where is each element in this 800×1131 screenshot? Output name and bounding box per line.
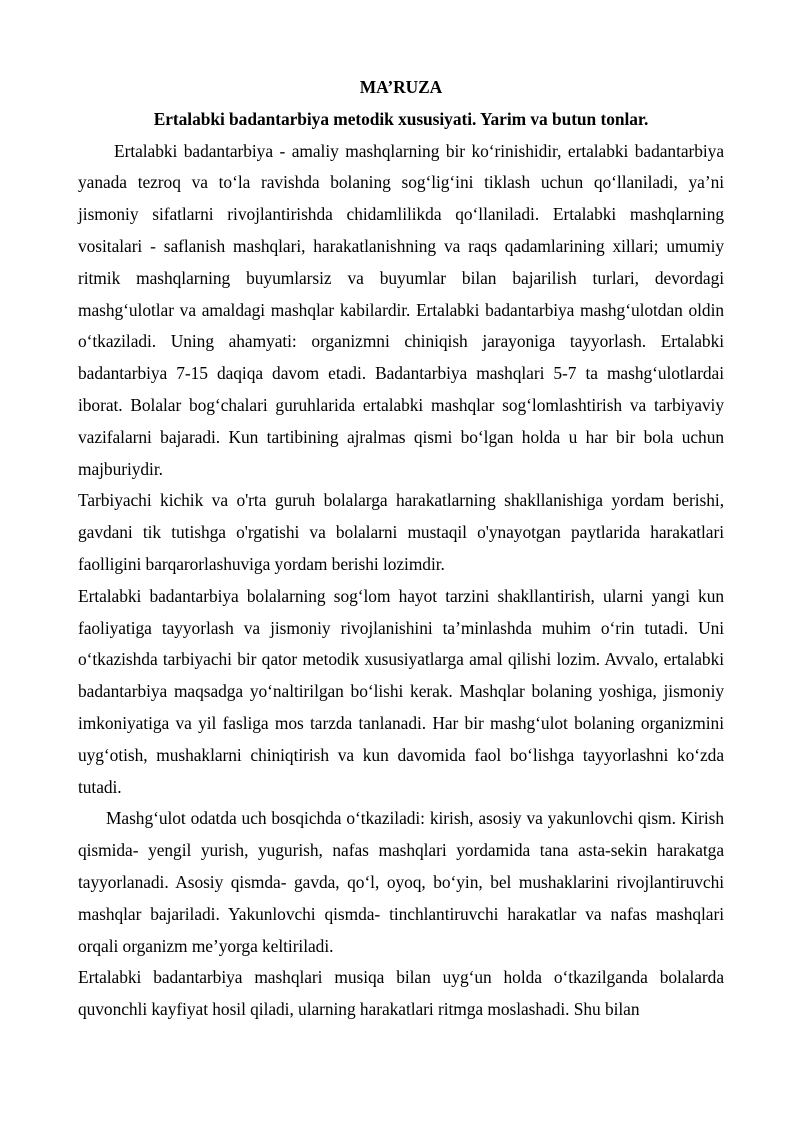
document-subtitle: Ertalabki badantarbiya metodik xususiyati. Yarim va butun tonlar.	[153, 108, 649, 129]
paragraph-2: Tarbiyachi kichik va o'rta guruh bolalarga harakatlarning shakllanishiga yordam berishi, gavdani tik tutishga o'rgatishi va bolalarni mustaqil o'ynayotgan paytlarida harakatlari faolligini barqarorlashuviga yordam berishi lozimdir.	[78, 490, 724, 574]
paragraph-1: Ertalabki badantarbiya - amaliy mashqlarning bir ko‘rinishidir, ertalabki badantarbiya yanada tezroq va to‘la ravishda bolaning sog‘lig‘ini tiklash uchun qo‘llaniladi, ya’ni jismoniy sifatlarni rivojlantirishda chidamlilikda qo‘llaniladi. Ertalabki mashqlarning vositalari - saflanish mashqlari, harakatlanishning va raqs qadamlarining xillari; umumiy ritmik mashqlarning buyumlarsiz va buyumlar bilan bajarilish turlari, devordagi mashg‘ulotlar va amaldagi mashqlar kabilardir. Ertalabki badantarbiya mashg‘ulotdan oldin o‘tkaziladi. Uning ahamyati: organizmni chiniqish jarayoniga tayyorlash. Ertalabki badantarbiya 7-15 daqiqa davom etadi. Badantarbiya mashqlari 5-7 ta mashg‘ulotlardai iborat. Bolalar bog‘chalari guruhlarida ertalabki mashqlar sog‘lomlashtirish va tarbiyaviy vazifalarni bajaradi. Kun tartibining ajralmas qismi bo‘lgan holda u har bir bola uchun majburiydir.	[78, 140, 724, 479]
paragraph-5: Ertalabki badantarbiya mashqlari musiqa bilan uyg‘un holda o‘tkazilganda bolalarda quvonchli kayfiyat hosil qiladi, ularning harakatlari ritmga moslashadi. Shu bilan	[78, 967, 724, 1020]
document-page	[78, 72, 724, 1026]
paragraph-3: Ertalabki badantarbiya bolalarning sog‘lom hayot tarzini shakllantirish, ularni yangi kun faoliyatiga tayyorlash va jismoniy rivojlanishini ta’minlashda muhim o‘rin tutadi. Uni o‘tkazishda tarbiyachi bir qator metodik xususiyatlarga amal qilishi lozim. Avvalo, ertalabki badantarbiya maqsadga yo‘naltirilgan bo‘lishi kerak. Mashqlar bolaning yoshiga, jismoniy imkoniyatiga va yil fasliga mos tarzda tanlanadi. Har bir mashg‘ulot bolaning organizmini uyg‘otish, mushaklarni chiniqtirish va kun davomida faol bo‘lishga tayyorlashni ko‘zda tutadi.	[78, 585, 724, 797]
paragraph-4: Mashg‘ulot odatda uch bosqichda o‘tkaziladi: kirish, asosiy va yakunlovchi qism. Kirish qismida- yengil yurish, yugurish, nafas mashqlari yordamida tana asta-sekin harakatga tayyorlanadi. Asosiy qismda- gavda, qo‘l, oyoq, bo‘yin, bel mushaklarini rivojlantiruvchi mashqlar bajariladi. Yakunlovchi qismda- tinchlantiruvchi harakatlar va nafas mashqlari orqali organizm me’yorga keltiriladi.	[78, 808, 724, 956]
document-title: MA’RUZA	[359, 77, 443, 97]
